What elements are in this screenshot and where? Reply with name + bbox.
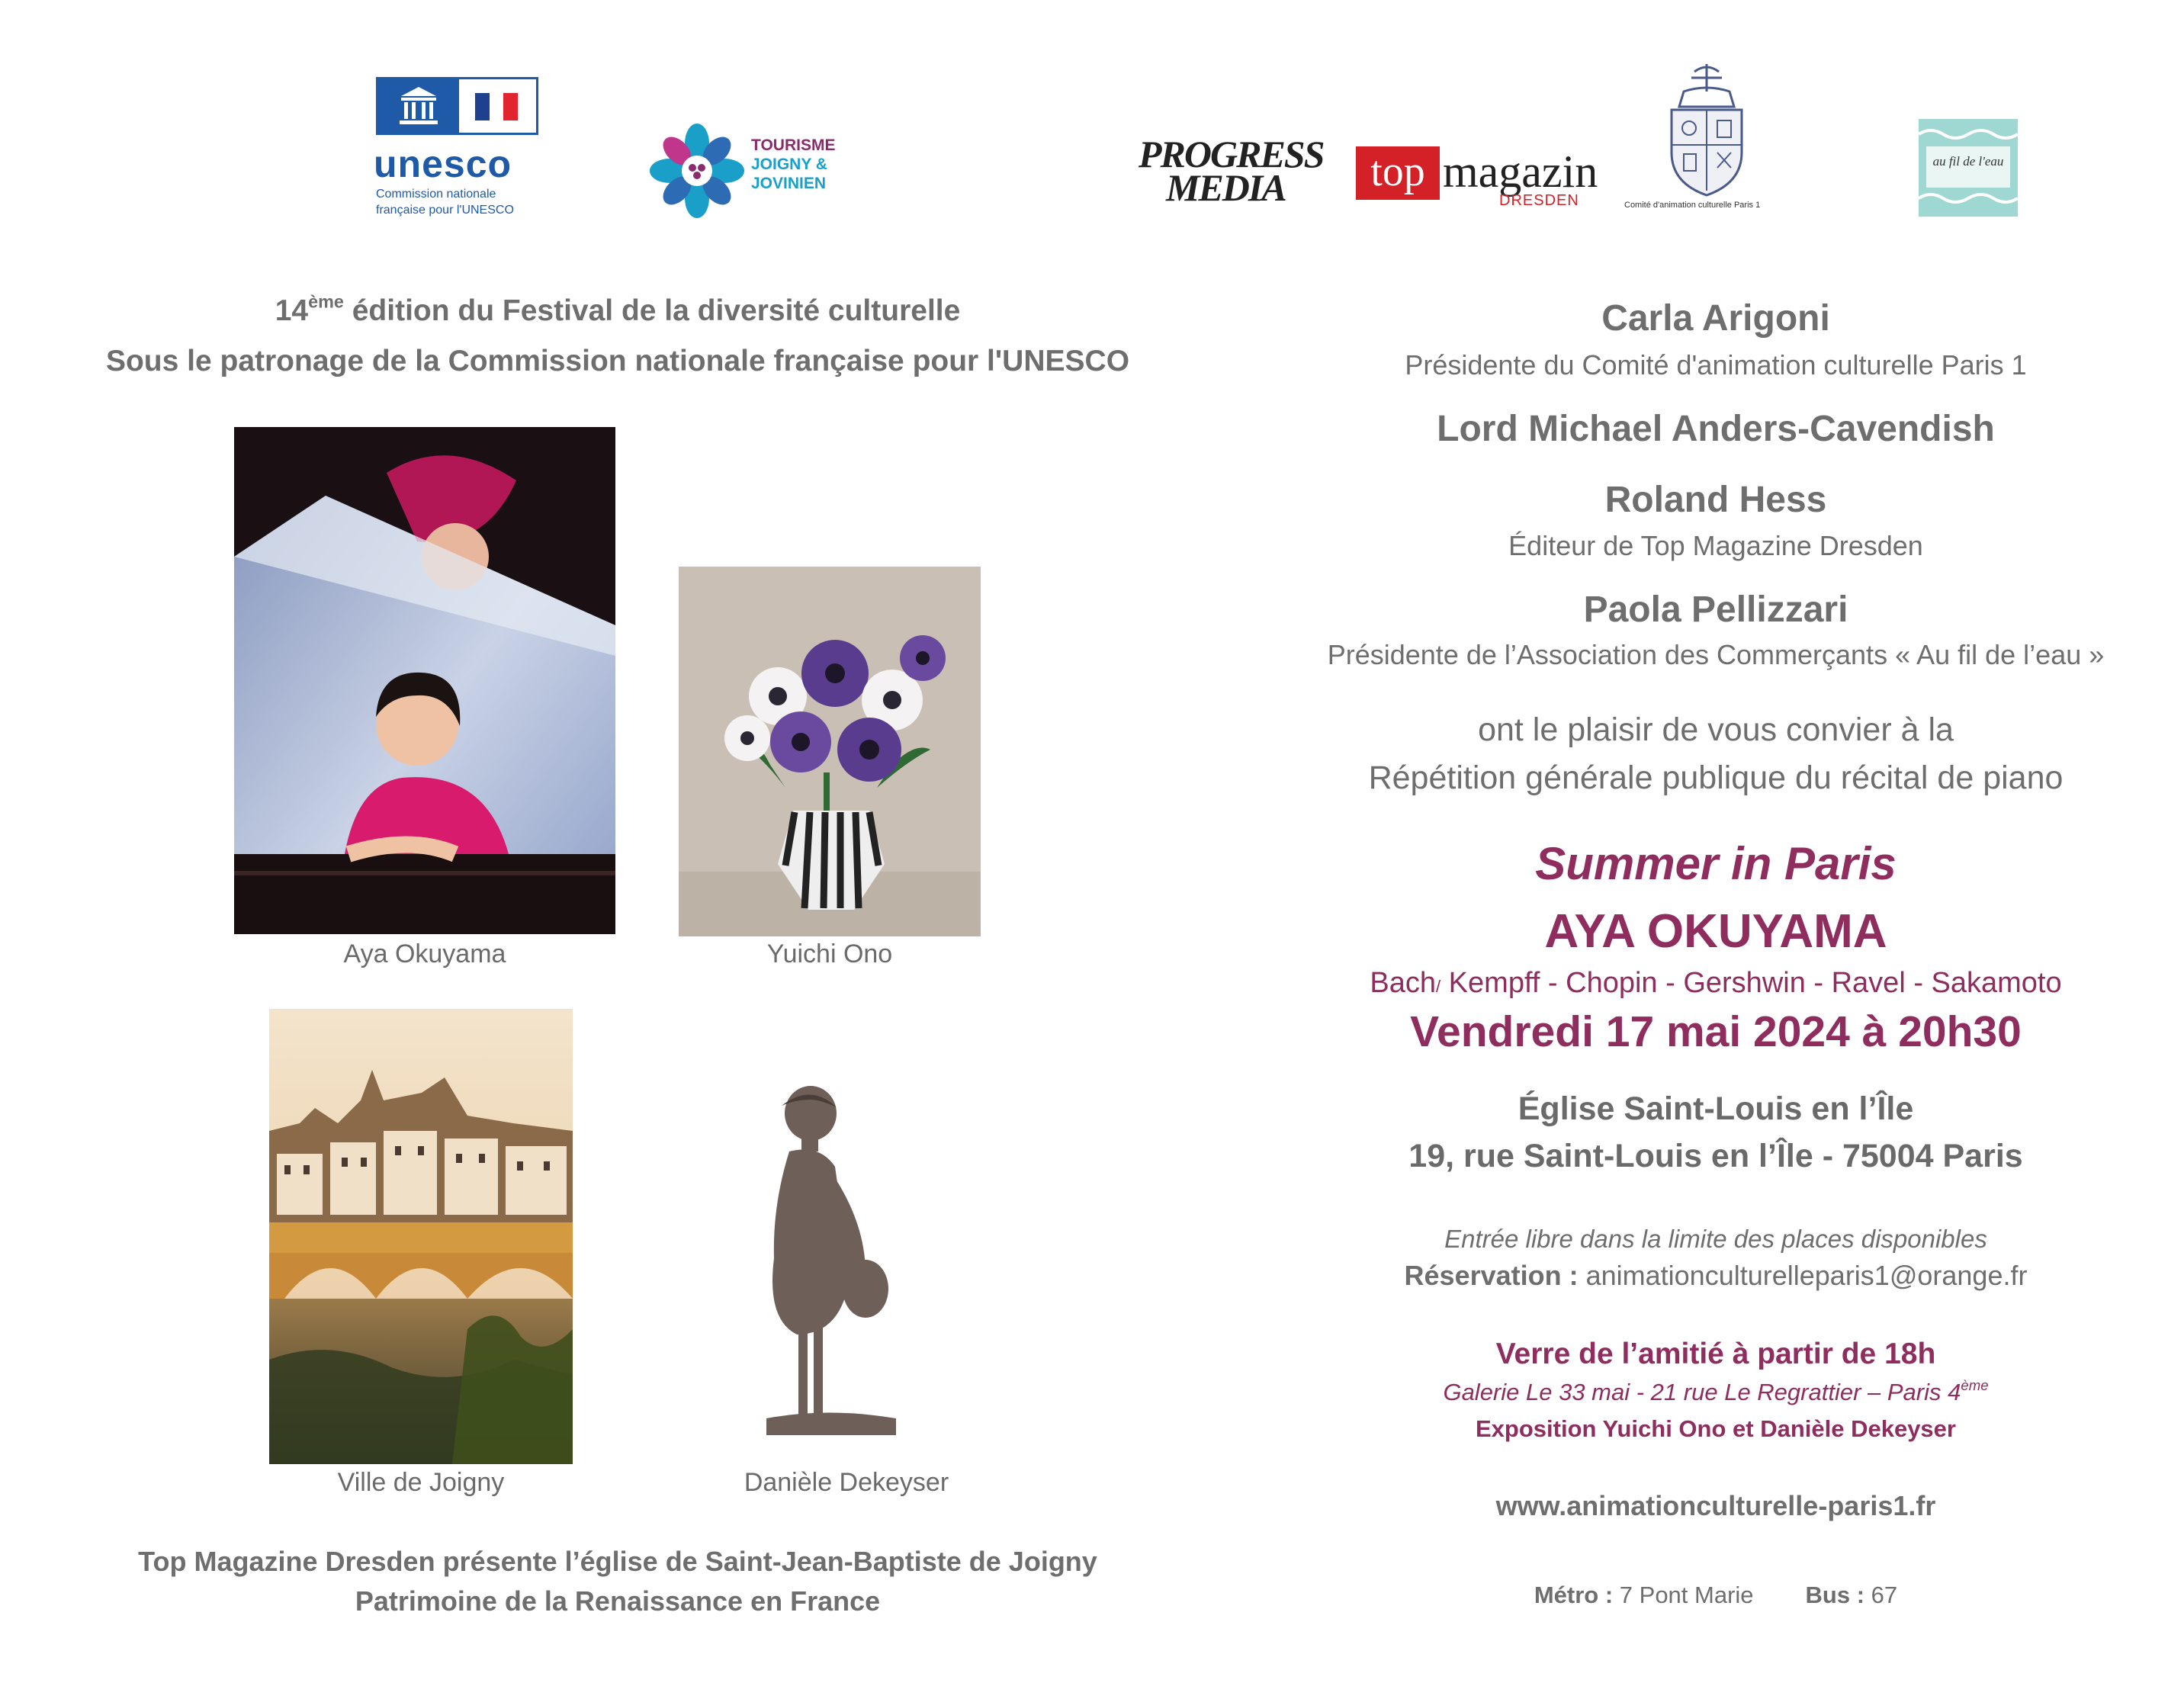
reservation-email[interactable]: animationculturelleparis1@orange.fr — [1578, 1260, 2028, 1291]
tourisme-line3: JOVINIEN — [751, 175, 827, 192]
progress-media-logo — [1139, 133, 1324, 209]
edition-sup: ème — [308, 291, 344, 312]
comite-crest-icon — [1661, 61, 1752, 198]
bus-value: 67 — [1864, 1582, 1898, 1608]
host-name-3: Roland Hess — [1604, 480, 1827, 520]
aya-okuyama-caption: Aya Okuyama — [343, 939, 506, 968]
concert-venue: Église Saint-Louis en l’Île — [1518, 1090, 1914, 1127]
unesco-temple-icon — [378, 79, 459, 133]
topmag-city: DRESDEN — [1499, 192, 1579, 209]
festival-edition — [76, 291, 1159, 328]
edition-text: édition du Festival de la diversité culturelle — [343, 294, 961, 327]
tourisme-line2: JOIGNY & — [751, 156, 827, 173]
concert-artist: AYA OKUYAMA — [1544, 905, 1887, 958]
tourisme-joigny-logo — [751, 136, 835, 193]
invitation-line1: ont le plaisir de vous convier à la — [1478, 711, 1954, 748]
top-magazine-note — [76, 1542, 1159, 1621]
yuichi-ono-painting — [679, 567, 981, 936]
yuichi-ono-caption: Yuichi Ono — [766, 939, 893, 968]
joigny-photo — [269, 1009, 573, 1464]
unesco-subtitle-line1: Commission nationale — [376, 188, 496, 201]
dekeyser-caption: Danièle Dekeyser — [744, 1468, 949, 1497]
unesco-logo — [376, 77, 538, 135]
program-bach: Bach — [1370, 967, 1436, 999]
website-link[interactable]: www.animationculturelle-paris1.fr — [1495, 1490, 1936, 1521]
progress-line1: PROGRESS — [1139, 133, 1324, 175]
tourisme-line1: TOURISME — [751, 136, 836, 154]
edition-number: 14 — [275, 294, 309, 327]
reception-title: Verre de l’amitié à partir de 18h — [1495, 1338, 1936, 1370]
entry-note: Entrée libre dans la limite des places disponibles — [1444, 1225, 1987, 1253]
unesco-subtitle — [376, 186, 514, 218]
metro-value: 7 Pont Marie — [1613, 1582, 1754, 1608]
reception-place-sup: ème — [1961, 1376, 1989, 1393]
metro-label: Métro : — [1534, 1582, 1614, 1608]
transport-info — [1266, 1582, 2166, 1609]
concert-date: Vendredi 17 mai 2024 à 20h30 — [1410, 1007, 2022, 1056]
concert-address: 19, rue Saint-Louis en l’Île - 75004 Paris — [1408, 1138, 2023, 1174]
program-composers: Kempff - Chopin - Gershwin - Ravel - Sakamoto — [1440, 967, 2062, 999]
topmag-magazin: magazin — [1443, 146, 1598, 197]
reception-place-text: Galerie Le 33 mai - 21 rue Le Regrattier – Paris 4 — [1443, 1379, 1961, 1405]
crest-caption: Comité d'animation culturelle Paris 1 — [1624, 201, 1761, 210]
host-role-3: Éditeur de Top Magazine Dresden — [1508, 530, 1923, 561]
host-name-1: Carla Arigoni — [1601, 298, 1830, 339]
au-fil-text: au fil de l'eau — [1932, 154, 2004, 169]
program-separator: / — [1436, 977, 1441, 996]
host-role-4: Présidente de l’Association des Commerçants « Au fil de l’eau » — [1327, 639, 2105, 670]
top-magazin-logo — [1356, 146, 1598, 209]
unesco-subtitle-line2: française pour l'UNESCO — [376, 204, 514, 217]
aya-okuyama-photo — [234, 427, 615, 934]
unesco-wordmark: unesco — [374, 143, 512, 185]
tourisme-flower-icon — [648, 122, 746, 220]
reservation-label: Réservation : — [1404, 1260, 1579, 1291]
invitation-line2: Répétition générale publique du récital de piano — [1368, 760, 2064, 796]
host-name-2: Lord Michael Anders-Cavendish — [1437, 409, 1995, 449]
host-role-1: Présidente du Comité d'animation culturelle Paris 1 — [1405, 349, 2027, 381]
reception-place — [1266, 1376, 2166, 1406]
topmag-top: top — [1356, 146, 1440, 200]
joigny-caption: Ville de Joigny — [337, 1468, 505, 1497]
bus-label: Bus : — [1805, 1582, 1865, 1608]
top-magazine-line1: Top Magazine Dresden présente l’église de Saint-Jean-Baptiste de Joigny — [138, 1546, 1097, 1577]
invitation-text — [1266, 706, 2166, 802]
concert-program — [1266, 967, 2166, 1000]
host-name-4: Paola Pellizzari — [1583, 589, 1848, 630]
progress-line2: MEDIA — [1166, 166, 1286, 209]
reservation-line — [1266, 1260, 2166, 1292]
top-magazine-line2: Patrimoine de la Renaissance en France — [355, 1585, 881, 1617]
concert-title: Summer in Paris — [1535, 838, 1897, 889]
reception-exhibition: Exposition Yuichi Ono et Danièle Dekeyser — [1476, 1415, 1956, 1442]
festival-patronage: Sous le patronage de la Commission nationale française pour l'UNESCO — [105, 345, 1130, 377]
french-flag-icon — [475, 93, 518, 120]
dekeyser-sculpture — [751, 1083, 942, 1453]
